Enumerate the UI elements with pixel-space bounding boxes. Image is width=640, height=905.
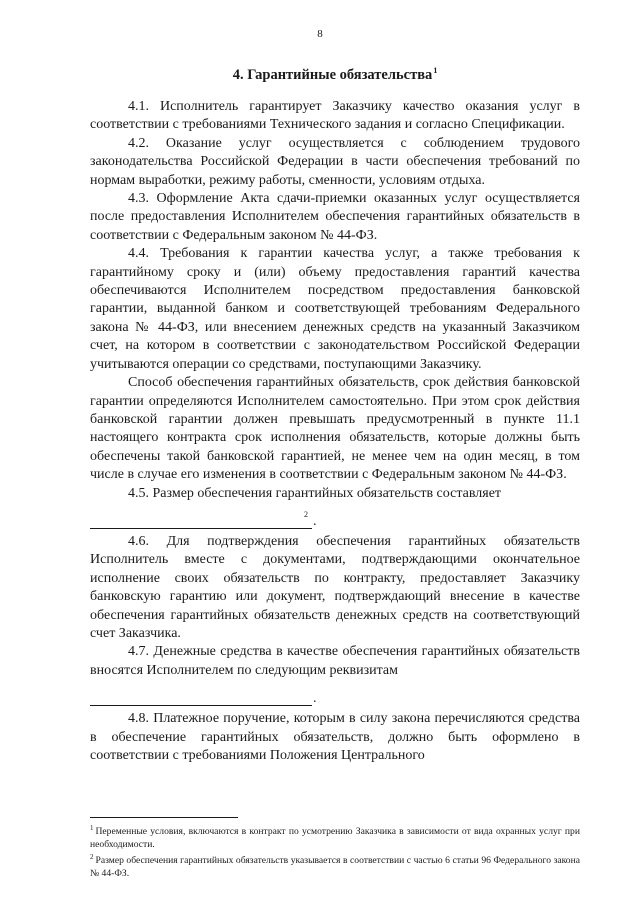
footnote-mark: 1 [90, 824, 94, 832]
clause-4-8: 4.8. Платежное поручение, которым в силу закона перечисляются средства в обеспечение гарантийных обязательств, должно быть оформлено в соответствии с требованиями Положения Центрального [90, 711, 580, 763]
clause-4-2: 4.2. Оказание услуг осуществляется с соблюдением трудового законодательства Российской Федерации в части обеспечения требований по нормам выработки, режиму работы, сменности, условиям отдыха. [90, 135, 580, 188]
page-number: 8 [317, 28, 323, 40]
clause-4-5: 4.5. Размер обеспечения гарантийных обязательств составляет [128, 485, 502, 501]
clause-4-4: 4.4. Требования к гарантии качества услуг, а также требования к гарантийному сроку и (или) объему предоставления гарантий качества обеспечиваются Исполнителем посредством предоставления банковской гарантии, выданной банком и соответствующей требованиям Федерального закона № 44-ФЗ, или внесением денежных средств на указанный Заказчиком счет, на котором в соответствии с законодательством Российской Федерации учитываются операции со средствами, поступающими Заказчику. [90, 246, 580, 372]
footnote-text: Переменные условия, включаются в контракт по усмотрению Заказчика в зависимости от вида охранных услуг при необходимости. [90, 826, 580, 850]
fill-in-line-4-7 [90, 680, 580, 706]
footnotes [90, 822, 580, 880]
footnote-ref-1: 1 [433, 66, 438, 75]
footnote-text: Размер обеспечения гарантийных обязательств указывается в соответствии с частью 6 статьи 96 Федерального закона № 44-ФЗ. [90, 855, 580, 879]
blank-terminator: . [313, 691, 317, 707]
document-body [90, 98, 580, 765]
footnote-1 [90, 822, 580, 851]
blank-field [90, 509, 312, 529]
blank-terminator: . [313, 513, 317, 529]
clause-4-4-continued: Способ обеспечения гарантийных обязательств, срок действия банковской гарантии определяются Исполнителем самостоятельно. При этом срок действия банковской гарантии должен превышать предусмотренный в пункте 11.1 настоящего контракта срок исполнения обязательств, которые должны быть обеспечены такой банковской гарантией, не менее чем на один месяц, в том числе в случае его изменения в соответствии с Федеральным законом № 44-ФЗ. [90, 375, 580, 483]
section-title: 4. Гарантийные обязательства [232, 66, 433, 83]
footnote-ref-2: 2 [304, 509, 308, 519]
clause-4-6: 4.6. Для подтверждения обеспечения гарантийных обязательств Исполнитель вместе с документами, подтверждающими окончательное исполнение своих обязательств по контракту, предоставляет Заказчику банковскую гарантию или документ, подтверждающий внесение в качестве обеспечения гарантийных обязательств денежных средств на соответствующий счет Заказчика. [90, 533, 580, 641]
footnote-mark: 2 [90, 853, 94, 861]
blank-field [90, 693, 312, 706]
fill-in-line-4-5 [90, 503, 580, 529]
footnote-separator [90, 817, 238, 818]
clause-4-3: 4.3. Оформление Акта сдачи-приемки оказанных услуг осуществляется после предоставления Исполнителем обеспечения гарантийных обязательств в соответствии с Федеральным законом № 44-ФЗ. [90, 191, 580, 243]
footnote-2 [90, 851, 580, 880]
clause-4-1: 4.1. Исполнитель гарантирует Заказчику качество оказания услуг в соответствии с требованиями Технического задания и согласно Спецификации. [90, 99, 580, 133]
section-heading [90, 66, 580, 84]
clause-4-7: 4.7. Денежные средства в качестве обеспечения гарантийных обязательств вносятся Исполнителем по следующим реквизитам [90, 644, 580, 678]
